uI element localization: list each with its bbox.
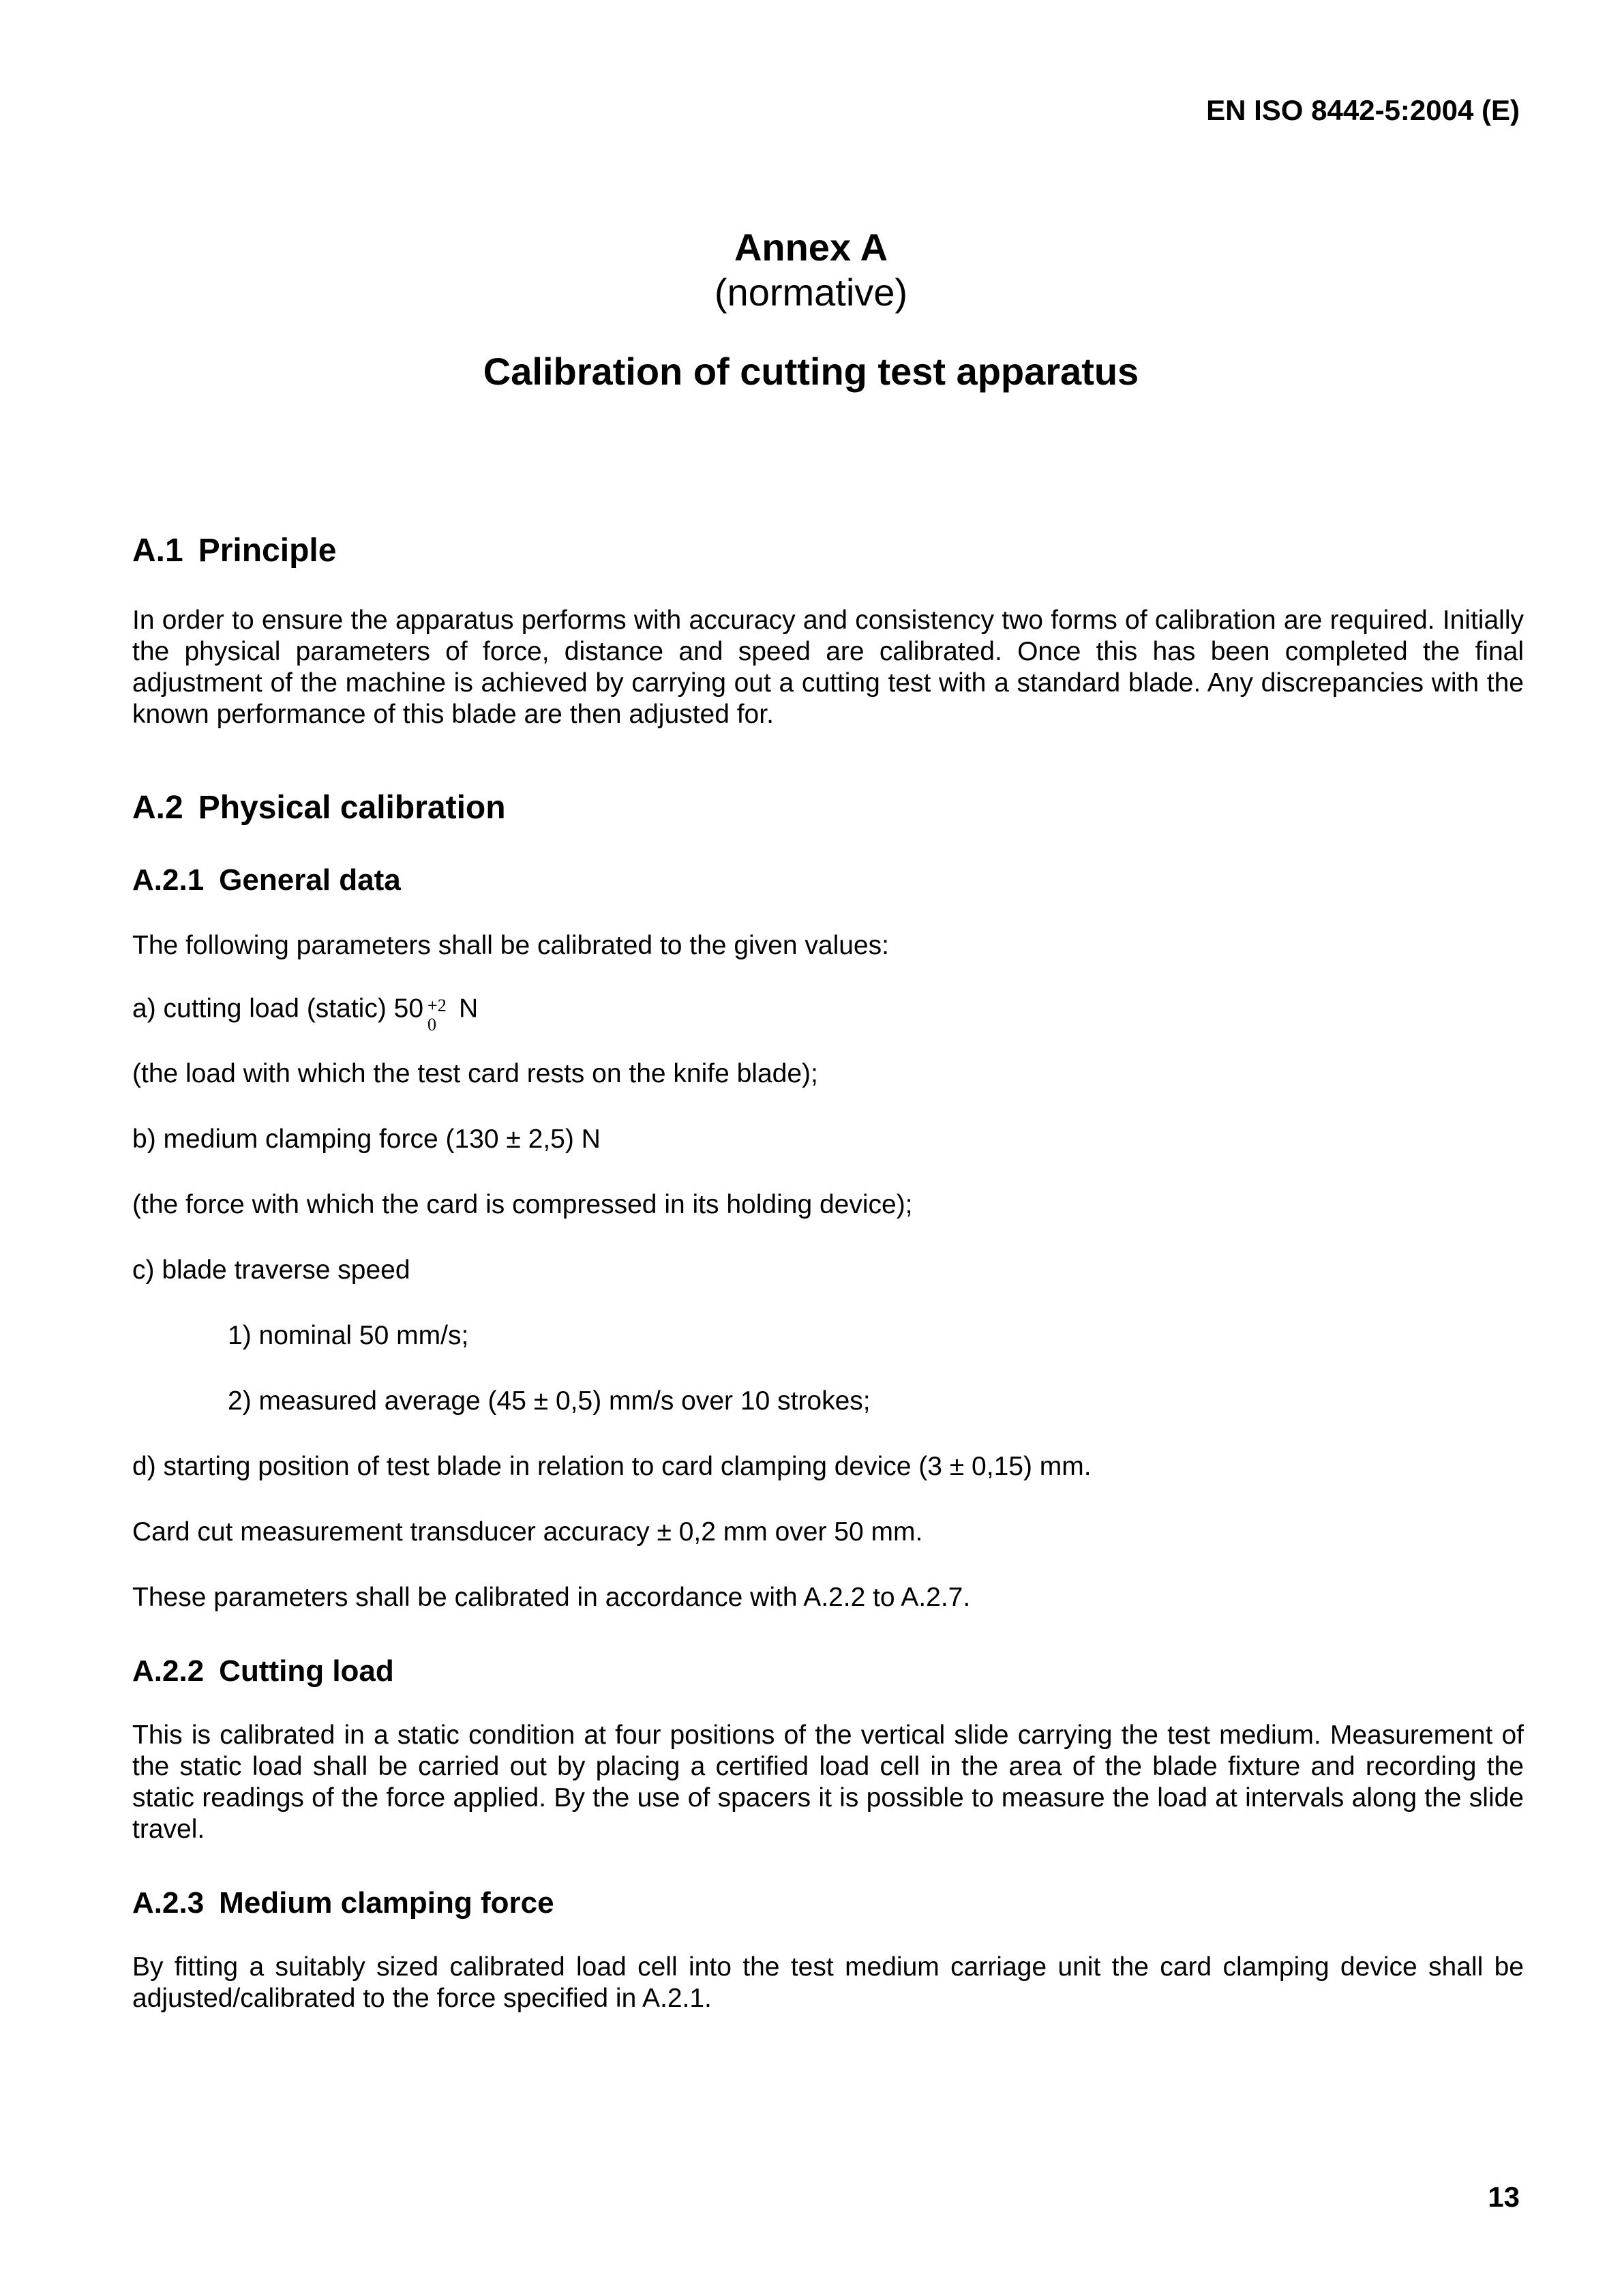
annex-type: (normative)	[714, 271, 908, 314]
annex-heading: Calibration of cutting test apparatus	[483, 350, 1139, 393]
section-title: Medium clamping force	[219, 1886, 554, 1920]
list-item-c-1: 1) nominal 50 mm/s;	[228, 1321, 469, 1350]
paragraph-principle: In order to ensure the apparatus performs with accuracy and consistency two forms of calibration are required. Initially the physical parameters of force, distance and speed are calibrated. Once this has been completed the final adjustment of the machine is achieved by carrying out a cutting test with a standard blade. Any discrepancies with the known performance of this blade are then adjusted for.	[132, 606, 1524, 729]
tolerance	[425, 993, 447, 1034]
tolerance-upper: +2	[427, 996, 447, 1015]
section-number: A.2.2	[132, 1654, 205, 1688]
section-heading-a23	[132, 1886, 1524, 1920]
section-title: General data	[219, 863, 401, 897]
list-item-d: d) starting position of test blade in relation to card clamping device (3 ± 0,15) mm.	[132, 1452, 1092, 1481]
section-number: A.2.1	[132, 863, 205, 897]
list-item-a	[132, 993, 1524, 1034]
list-item-c-2: 2) measured average (45 ± 0,5) mm/s over 10 strokes;	[228, 1386, 871, 1416]
section-heading-a1	[132, 532, 1524, 569]
paragraph-cutting-load: This is calibrated in a static condition at four positions of the vertical slide carrying the test medium. Measurement of the static load shall be carried out by placing a certified load cell in the area of the blade fixture and recording the static readings of the force applied. By the use of spacers it is possible to measure the load at intervals along the slide travel.	[132, 1720, 1524, 1844]
annex-title: Annex A	[734, 226, 888, 269]
item-a-unit: N	[459, 994, 479, 1024]
list-item-b: b) medium clamping force (130 ± 2,5) N	[132, 1124, 601, 1154]
paragraph-transducer: Card cut measurement transducer accuracy ± 0,2 mm over 50 mm.	[132, 1517, 923, 1547]
section-title: Principle	[198, 533, 337, 569]
section-number: A.2.3	[132, 1886, 205, 1920]
paragraph-intro: The following parameters shall be calibrated to the given values:	[132, 931, 889, 960]
section-heading-a21	[132, 863, 1524, 897]
section-number: A.2	[132, 790, 183, 826]
section-title: Cutting load	[219, 1654, 394, 1688]
section-heading-a22	[132, 1654, 1524, 1688]
section-title: Physical calibration	[198, 790, 506, 826]
item-a-text: a) cutting load (static) 50	[132, 994, 424, 1024]
paragraph-closing: These parameters shall be calibrated in accordance with A.2.2 to A.2.7.	[132, 1583, 971, 1612]
list-item-c: c) blade traverse speed	[132, 1255, 410, 1285]
tolerance-lower: 0	[427, 1015, 437, 1034]
document-body	[132, 532, 1524, 2014]
paragraph-clamping-force: By fitting a suitably sized calibrated load cell into the test medium carriage unit the card clamping device shall be adjusted/calibrated to the force specified in A.2.1.	[132, 1952, 1524, 2013]
section-number: A.1	[132, 533, 183, 569]
section-heading-a2	[132, 789, 1524, 826]
document-id: EN ISO 8442-5:2004 (E)	[1206, 94, 1520, 126]
page-number: 13	[1488, 2181, 1520, 2213]
annex-header	[0, 225, 1622, 393]
list-item-b-note: (the force with which the card is compressed in its holding device);	[132, 1190, 913, 1219]
list-item-a-note: (the load with which the test card rests on the knife blade);	[132, 1059, 818, 1088]
